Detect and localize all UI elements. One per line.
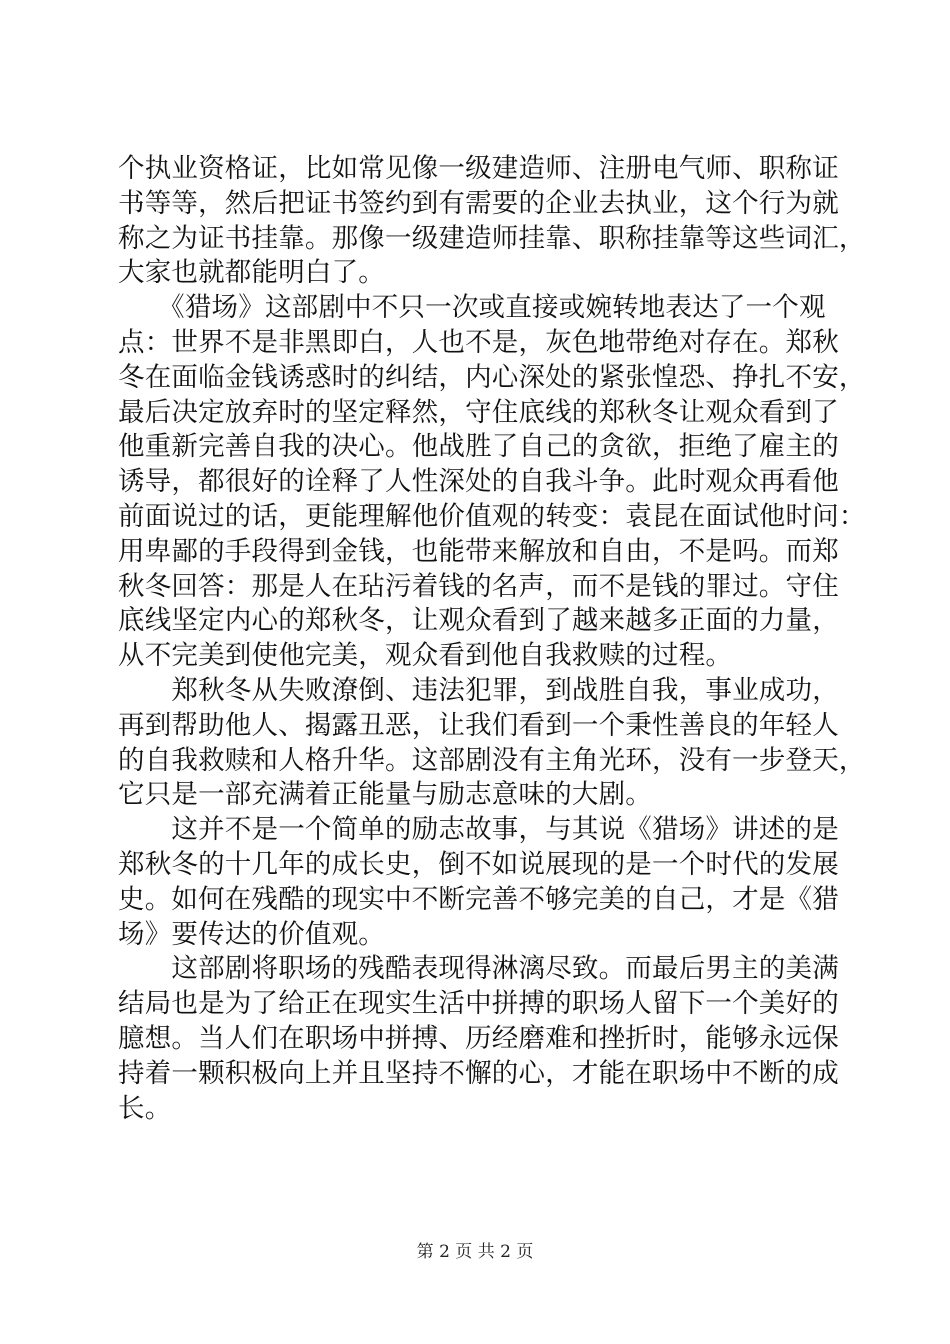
text-line: 用卑鄙的手段得到金钱，也能带来解放和自由，不是吗。而郑 [118, 535, 839, 567]
text-line: 他重新完善自我的决心。他战胜了自己的贪欲，拒绝了雇主的 [118, 431, 839, 463]
text-line: 史。如何在残酷的现实中不断完善不够完美的自己，才是《猎 [118, 883, 839, 915]
text-line: 书等等，然后把证书签约到有需要的企业去执业，这个行为就 [118, 187, 839, 219]
text-line: 最后决定放弃时的坚定释然，守住底线的郑秋冬让观众看到了 [118, 396, 839, 428]
text-line: 从不完美到使他完美，观众看到他自我救赎的过程。 [118, 640, 733, 672]
text-line: 长。 [118, 1092, 172, 1124]
text-line: 秋冬回答：那是人在玷污着钱的名声，而不是钱的罪过。守住 [118, 570, 839, 602]
text-line: 点：世界不是非黑即白，人也不是，灰色地带绝对存在。郑秋 [118, 326, 839, 358]
text-line: 持着一颗积极向上并且坚持不懈的心，才能在职场中不断的成 [118, 1057, 839, 1089]
text-line: 郑秋冬的十几年的成长史，倒不如说展现的是一个时代的发展 [118, 848, 839, 880]
text-line: 再到帮助他人、揭露丑恶，让我们看到一个秉性善良的年轻人 [118, 709, 839, 741]
text-line: 大家也就都能明白了。 [118, 257, 385, 289]
text-line: 《猎场》这部剧中不只一次或直接或婉转地表达了一个观 [118, 292, 826, 324]
page-number-footer: 第 2 页 共 2 页 [416, 1242, 534, 1262]
text-line: 结局也是为了给正在现实生活中拼搏的职场人留下一个美好的 [118, 988, 839, 1020]
text-line: 冬在面临金钱诱惑时的纠结，内心深处的紧张惶恐、挣扎不安， [118, 361, 866, 393]
document-body [118, 152, 866, 1126]
text-line: 前面说过的话，更能理解他价值观的转变：袁昆在面试他时问： [118, 500, 866, 532]
text-line: 诱导，都很好的诠释了人性深处的自我斗争。此时观众再看他 [118, 466, 839, 498]
text-line: 郑秋冬从失败潦倒、违法犯罪，到战胜自我，事业成功， [118, 674, 839, 706]
text-line: 个执业资格证，比如常见像一级建造师、注册电气师、职称证 [118, 153, 839, 184]
text-line: 底线坚定内心的郑秋冬，让观众看到了越来越多正面的力量， [118, 605, 839, 637]
text-line: 这部剧将职场的残酷表现得淋漓尽致。而最后男主的美满 [118, 953, 839, 985]
text-line: 它只是一部充满着正能量与励志意味的大剧。 [118, 779, 652, 811]
text-line: 的自我救赎和人格升华。这部剧没有主角光环，没有一步登天， [118, 744, 866, 776]
text-line: 称之为证书挂靠。那像一级建造师挂靠、职称挂靠等这些词汇， [118, 222, 866, 254]
text-line: 场》要传达的价值观。 [118, 918, 385, 950]
text-line: 这并不是一个简单的励志故事，与其说《猎场》讲述的是 [118, 814, 839, 846]
text-line: 臆想。当人们在职场中拼搏、历经磨难和挫折时，能够永远保 [118, 1022, 839, 1054]
